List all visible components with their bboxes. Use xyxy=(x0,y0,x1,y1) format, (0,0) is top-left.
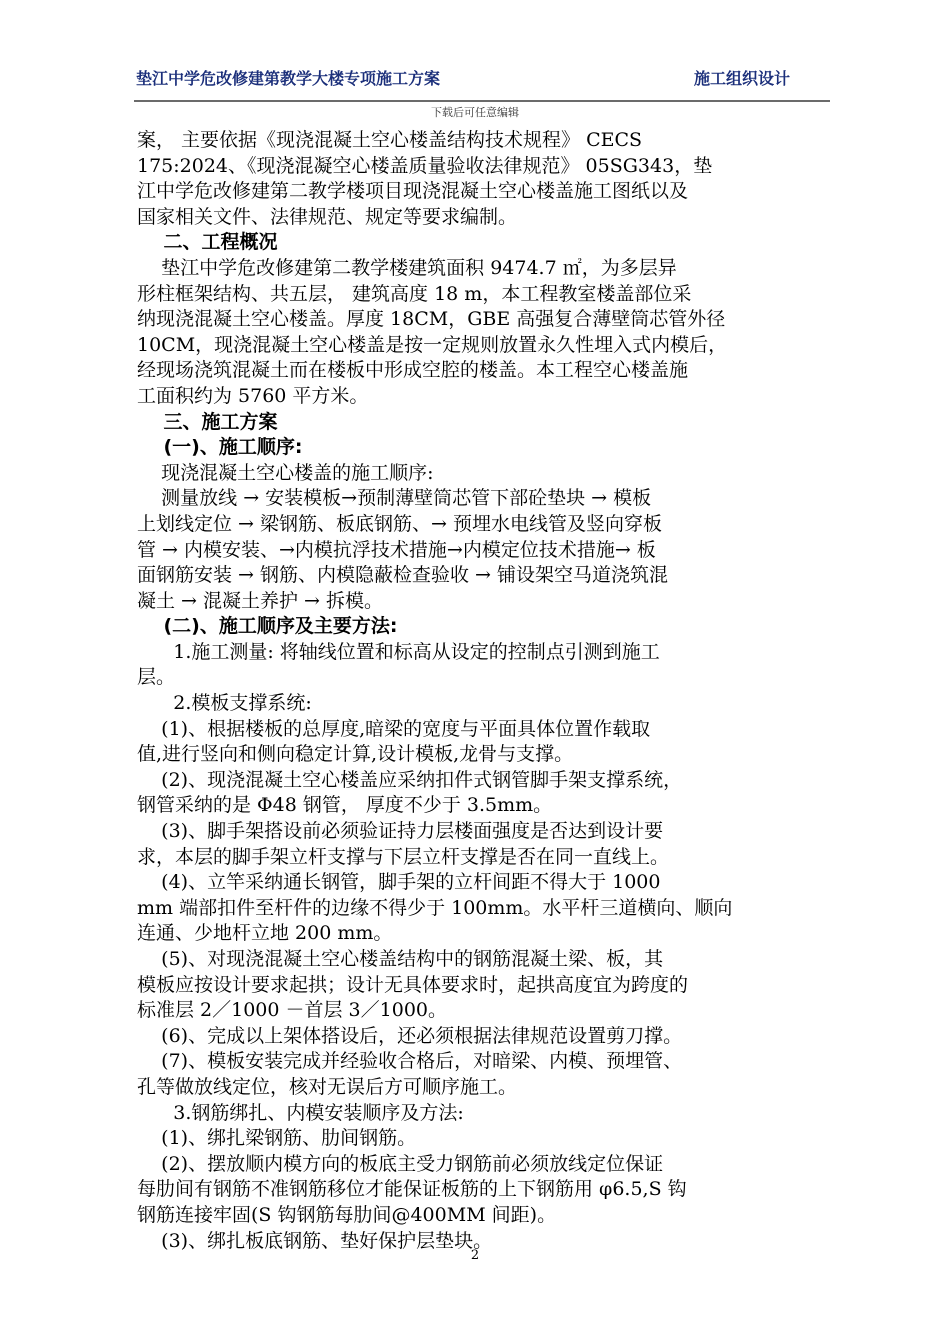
body-line: 求，本层的脚手架立杆支撑与下层立杆支撑是否在同一直线上。 xyxy=(137,845,670,868)
subsection-heading: (一)、施工顺序: xyxy=(137,436,303,459)
body-line: 钢筋连接牢固(S 钩钢筋每肋间@400MM 间距)。 xyxy=(137,1203,557,1226)
body-line: 案， 主要依据《现浇混凝土空心楼盖结构技术规程》 CECS xyxy=(137,129,643,151)
body-line: (3)、绑扎板底钢筋、垫好保护层垫块。 xyxy=(137,1229,493,1252)
body-line: mm 端部扣件至杆件的边缘不得少于 100mm。水平杆三道横向、顺向 xyxy=(137,896,733,919)
header-section: 施工组织设计 xyxy=(694,69,791,88)
body-line: 现浇混凝土空心楼盖的施工顺序: xyxy=(137,461,434,484)
body-line: (7)、模板安装完成并经验收合格后，对暗梁、内模、预埋管、 xyxy=(137,1050,683,1073)
body-line: 模板应按设计要求起拱；设计无具体要求时，起拱高度宜为跨度的 xyxy=(137,973,689,996)
body-line: 标准层 2／1000 －首层 3／1000。 xyxy=(137,999,448,1022)
body-line: 连通、少地杆立地 200 mm。 xyxy=(137,922,393,945)
body-line: (5)、对现浇混凝土空心楼盖结构中的钢筋混凝土梁、板，其 xyxy=(137,948,664,970)
body-line: 经现场浇筑混凝土而在楼板中形成空腔的楼盖。本工程空心楼盖施 xyxy=(137,359,689,382)
body-line: (1)、绑扎梁钢筋、肋间钢筋。 xyxy=(137,1127,417,1150)
section-heading: 二、工程概况 xyxy=(137,231,278,254)
body-line: 175:2024、《现浇混凝空心楼盖质量验收法律规范》 05SG343，垫 xyxy=(137,154,713,177)
body-line: 面钢筋安装 → 钢筋、内模隐蔽检查验收 → 铺设架空马道浇筑混 xyxy=(137,564,668,587)
body-line: 工面积约为 5760 平方米。 xyxy=(137,384,369,407)
body-line: 国家相关文件、法律规范、规定等要求编制。 xyxy=(137,205,518,228)
body-line: 上划线定位 → 梁钢筋、板底钢筋、→ 预埋水电线管及竖向穿板 xyxy=(137,512,662,535)
header-title: 垫江中学危改修建第教学大楼专项施工方案 xyxy=(136,69,441,88)
body-line: (4)、立竿采纳通长钢管，脚手架的立杆间距不得大于 1000 xyxy=(137,871,661,894)
body-line: (2)、现浇混凝土空心楼盖应采纳扣件式钢管脚手架支撑系统， xyxy=(137,768,683,791)
body-line: 形柱框架结构、共五层， 建筑高度 18 m，本工程教室楼盖部位采 xyxy=(137,282,692,305)
page-number: 2 xyxy=(470,1248,480,1263)
body-line: 每肋间有钢筋不准钢筋移位才能保证板筋的上下钢筋用 φ6.5,S 钩 xyxy=(137,1178,687,1201)
body-line: 管 → 内模安装、→内模抗浮技术措施→内模定位技术措施→ 板 xyxy=(137,538,656,561)
section-heading: 三、施工方案 xyxy=(137,410,278,433)
document-body xyxy=(137,128,831,1254)
body-line: (3)、脚手架搭设前必须验证持力层楼面强度是否达到设计要 xyxy=(137,820,664,843)
body-line: 测量放线 → 安装模板→预制薄壁筒芯管下部砼垫块 → 模板 xyxy=(137,487,652,510)
edit-note: 下载后可任意编辑 xyxy=(431,106,519,119)
body-line: 10CM，现浇混凝土空心楼盖是按一定规则放置永久性埋入式内模后， xyxy=(137,333,728,356)
body-line: 垫江中学危改修建第二教学楼建筑面积 9474.7 ㎡，为多层异 xyxy=(137,256,677,279)
body-line: 江中学危改修建第二教学楼项目现浇混凝土空心楼盖施工图纸以及 xyxy=(137,180,689,203)
header-divider xyxy=(134,100,830,102)
body-line: (6)、完成以上架体搭设后，还必须根据法律规范设置剪刀撑。 xyxy=(137,1024,683,1047)
body-line: 纳现浇混凝土空心楼盖。厚度 18CM，GBE 高强复合薄壁筒芯管外径 xyxy=(137,308,726,331)
body-line: 2.模板支撑系统: xyxy=(137,692,312,715)
body-line: 层。 xyxy=(137,666,176,689)
body-line: (1)、根据楼板的总厚度,暗梁的宽度与平面具体位置作载取 xyxy=(137,717,651,740)
body-line: 3.钢筋绑扎、内模安装顺序及方法: xyxy=(137,1101,464,1124)
body-line: 值,进行竖向和侧向稳定计算,设计模板,龙骨与支撑。 xyxy=(137,743,574,766)
body-line: 孔等做放线定位，核对无误后方可顺序施工。 xyxy=(137,1075,518,1098)
subsection-heading: (二)、施工顺序及主要方法: xyxy=(137,615,398,638)
body-line: 凝土 → 混凝土养护 → 拆模。 xyxy=(137,589,383,612)
body-line: 钢管采纳的是 Φ48 钢管， 厚度不少于 3.5mm。 xyxy=(137,794,553,817)
body-line: (2)、摆放顺内模方向的板底主受力钢筋前必须放线定位保证 xyxy=(137,1152,664,1175)
body-line: 1.施工测量: 将轴线位置和标高从设定的控制点引测到施工 xyxy=(137,640,660,663)
